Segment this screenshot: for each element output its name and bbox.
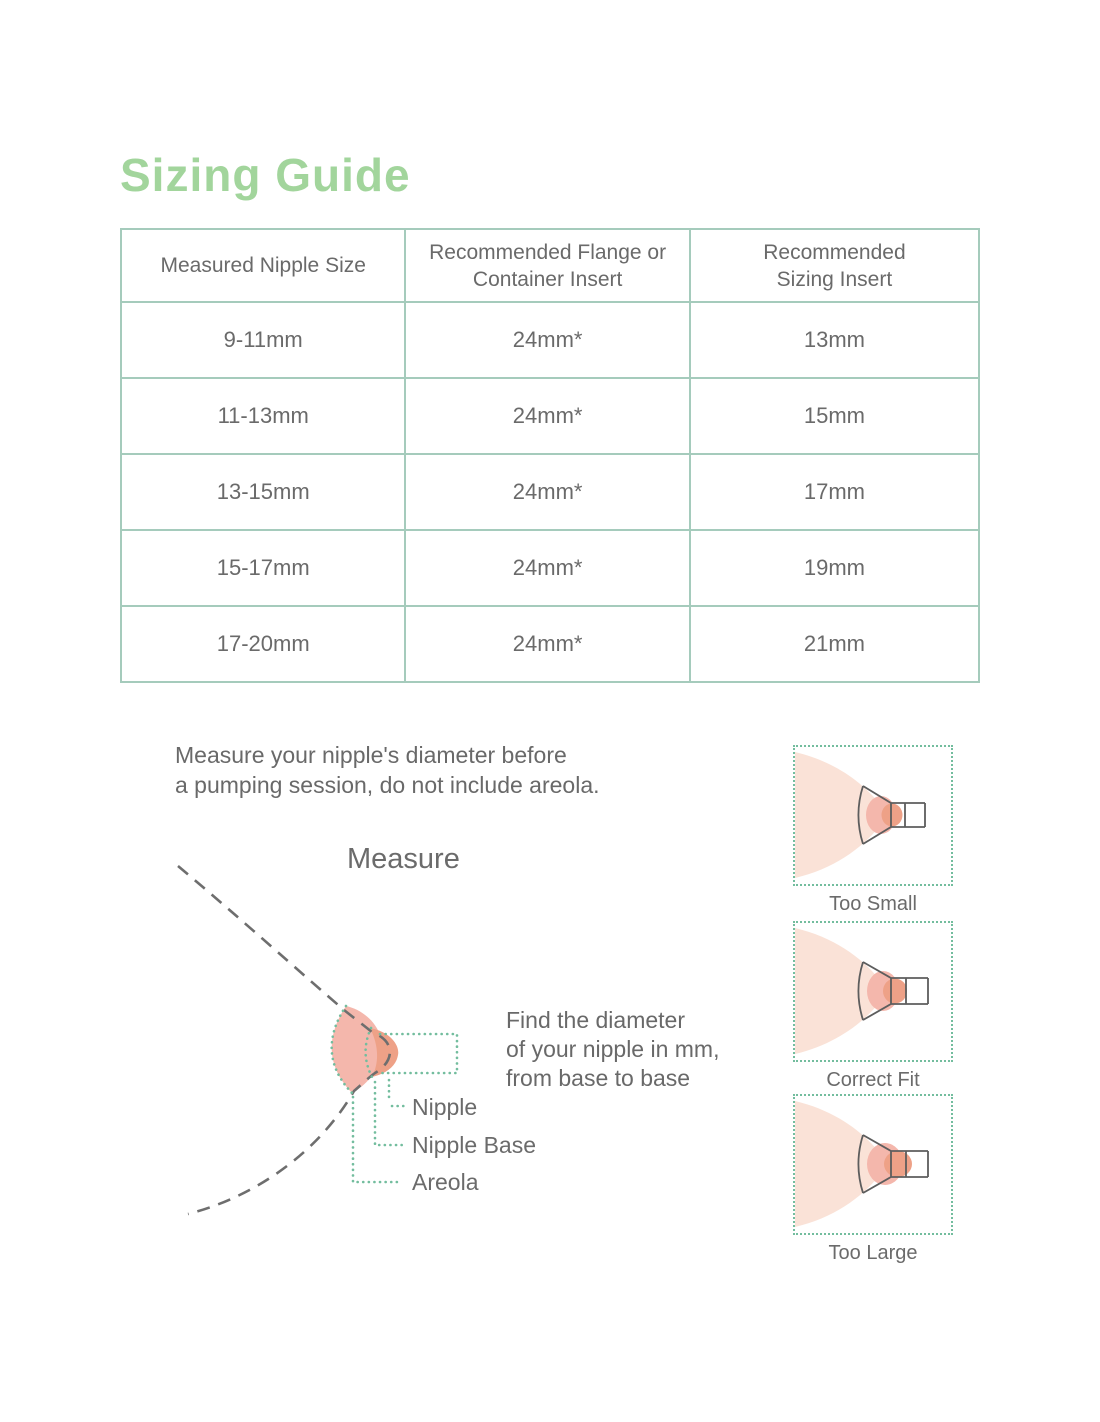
breast-shape (795, 1101, 879, 1227)
col-header-measured-nipple-size (121, 229, 405, 302)
nipple-base-label: Nipple Base (412, 1132, 537, 1158)
cell-insert-size: 15mm (690, 378, 979, 454)
fit-example-too-small (793, 745, 953, 916)
cell-nipple-size: 13-15mm (121, 454, 405, 530)
col-header-recommended-sizing-insert (690, 229, 979, 302)
table-row (121, 530, 979, 606)
fit-label: Too Small (829, 893, 917, 915)
find-diameter-note (506, 1006, 719, 1093)
cell-flange-size: 24mm* (405, 454, 689, 530)
nipple-shape (884, 1151, 912, 1177)
table-row (121, 302, 979, 378)
cell-insert-size: 21mm (690, 606, 979, 682)
fit-illustration-box (793, 745, 953, 886)
cell-flange-size: 24mm* (405, 606, 689, 682)
breast-outline-upper (178, 866, 344, 1010)
fit-illustration-box (793, 1094, 953, 1235)
fit-example-too-large (793, 1094, 953, 1265)
find-diameter-line: from base to base (506, 1065, 691, 1091)
cell-flange-size: 24mm* (405, 378, 689, 454)
nipple-leader-line (389, 1080, 404, 1106)
fit-label: Too Large (828, 1242, 918, 1264)
measure-diagram-title: Measure (347, 843, 460, 875)
flange-fit-too-large-illustration (795, 1096, 951, 1233)
find-diameter-line: Find the diameter (506, 1007, 685, 1033)
areola-leader-line (353, 1097, 402, 1182)
sizing-table (120, 228, 980, 683)
cell-flange-size: 24mm* (405, 302, 689, 378)
header-line: Sizing Insert (776, 267, 893, 291)
table-row (121, 378, 979, 454)
measure-note-line: a pumping session, do not include areola. (175, 772, 600, 798)
flange-fit-correct-illustration (795, 923, 951, 1060)
fit-label: Correct Fit (826, 1069, 920, 1091)
breast-shape (795, 928, 879, 1054)
cell-insert-size: 17mm (690, 454, 979, 530)
header-line: Recommended (763, 240, 906, 264)
nipple-shape (883, 979, 907, 1004)
cell-nipple-size: 15-17mm (121, 530, 405, 606)
measure-note-line: Measure your nipple's diameter before (175, 742, 567, 768)
fit-illustration-box (793, 921, 953, 1062)
cell-insert-size: 19mm (690, 530, 979, 606)
fit-example-correct-fit (793, 921, 953, 1092)
page-title: Sizing Guide (120, 149, 411, 201)
nipple-label: Nipple (412, 1094, 478, 1120)
table-header-row (121, 229, 979, 302)
nipple-shape (882, 804, 903, 827)
areola-label: Areola (412, 1169, 479, 1195)
cell-flange-size: 24mm* (405, 530, 689, 606)
cell-insert-size: 13mm (690, 302, 979, 378)
col-header-recommended-flange (405, 229, 689, 302)
cell-nipple-size: 17-20mm (121, 606, 405, 682)
header-line: Recommended Flange or (429, 240, 667, 264)
header-line: Measured Nipple Size (160, 254, 366, 277)
cell-nipple-size: 9-11mm (121, 302, 405, 378)
table-row (121, 606, 979, 682)
flange-fit-too-small-illustration (795, 747, 951, 884)
find-diameter-line: of your nipple in mm, (506, 1036, 720, 1062)
cell-nipple-size: 11-13mm (121, 378, 405, 454)
areola-shape (332, 1006, 382, 1093)
header-line: Container Insert (472, 267, 623, 291)
table-row (121, 454, 979, 530)
breast-measurement-diagram (140, 840, 520, 1260)
measure-note (175, 740, 600, 800)
